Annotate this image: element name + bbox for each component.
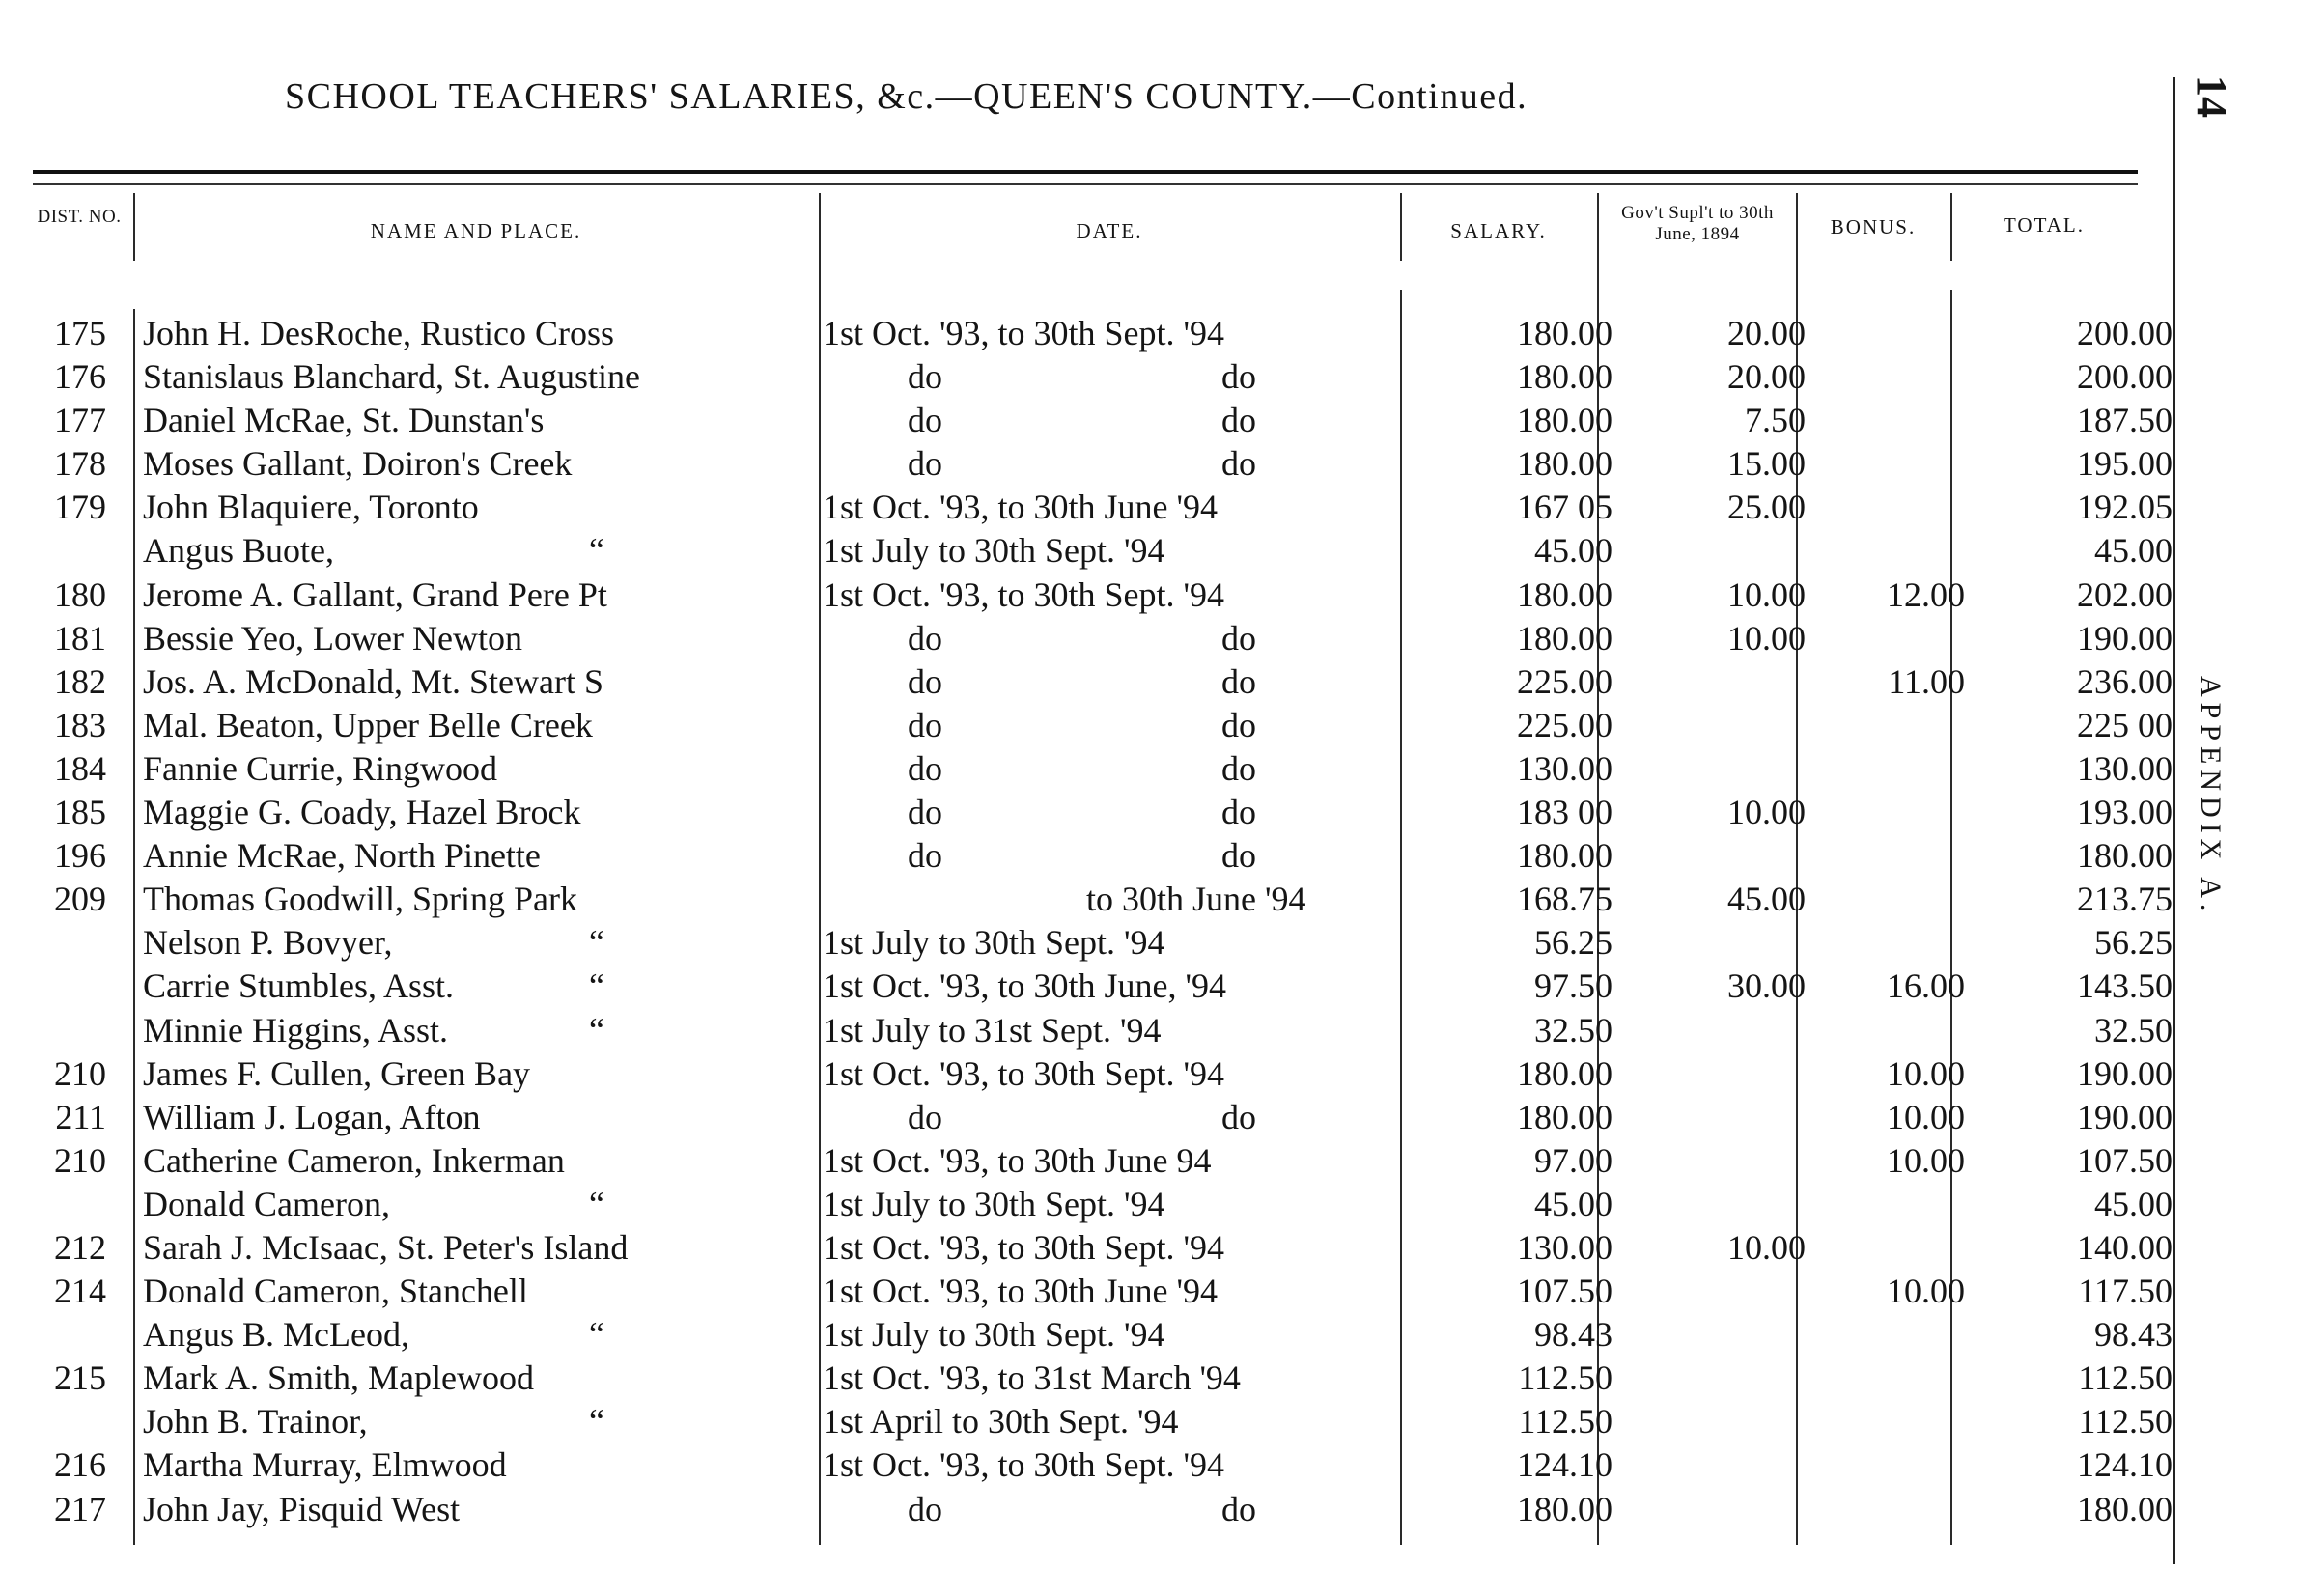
salary-cell: 112.50 (1518, 1402, 1612, 1442)
date-ditto-to: do (1221, 836, 1256, 876)
date-ditto-to: do (1221, 401, 1256, 440)
date-cell: 1st Oct. '93, to 30th Sept. '94 (823, 1227, 1224, 1267)
date-ditto-from: do (908, 357, 942, 397)
salary-cell: 180.00 (1517, 574, 1612, 614)
ditto-mark: “ (589, 1010, 604, 1050)
total-cell: 193.00 (2077, 793, 2173, 832)
table-row (29, 617, 2173, 660)
date-cell: 1st Oct. '93, to 30th Sept. '94 (823, 314, 1224, 352)
table-row (29, 1488, 2173, 1531)
header-date: DATE. (1076, 219, 1143, 242)
table-row (29, 574, 2173, 617)
date-cell: 1st July to 30th Sept. '94 (823, 1315, 1165, 1355)
date-cell: 1st Oct. '93, to 30th June '94 (823, 488, 1218, 527)
name-place-cell: Jerome A. Gallant, Grand Pere Pt (143, 574, 607, 614)
table-row (29, 921, 2173, 965)
name-place-cell: Angus B. McLeod, (143, 1315, 409, 1355)
bonus-cell: 10.00 (1887, 1272, 1965, 1311)
salary-cell: 130.00 (1517, 1227, 1612, 1267)
salary-cell: 180.00 (1517, 357, 1612, 397)
dist-no-cell: 182 (54, 661, 106, 701)
table-row (29, 791, 2173, 834)
table-row (29, 1052, 2173, 1096)
salary-cell: 97.50 (1534, 966, 1612, 1006)
table-row (29, 1096, 2173, 1139)
name-place-cell: Angus Buote, (143, 531, 334, 571)
bonus-cell: 16.00 (1887, 966, 1965, 1006)
table-row (29, 747, 2173, 791)
table-row (29, 1357, 2173, 1400)
name-place-cell: John B. Trainor, (143, 1402, 368, 1442)
name-place-cell: Donald Cameron, (143, 1184, 390, 1223)
salary-cell: 32.50 (1534, 1010, 1612, 1050)
appendix-label: APPENDIX A. (2195, 676, 2227, 917)
salary-cell: 180.00 (1517, 1097, 1612, 1136)
total-cell: 143.50 (2077, 966, 2173, 1006)
ditto-mark: “ (589, 1315, 604, 1355)
name-place-cell: Nelson P. Bovyer, (143, 923, 393, 963)
salary-cell: 56.25 (1534, 923, 1612, 963)
salary-cell: 180.00 (1517, 444, 1612, 484)
header-dist-no: DIST. NO. (37, 207, 122, 227)
date-cell: to 30th June '94 (1086, 880, 1306, 919)
date-ditto-to: do (1221, 1097, 1256, 1136)
name-place-cell: Annie McRae, North Pinette (143, 836, 541, 876)
total-cell: 190.00 (2077, 1097, 2173, 1136)
salary-cell: 45.00 (1534, 531, 1612, 571)
ditto-mark: “ (589, 966, 604, 1006)
date-ditto-from: do (908, 748, 942, 788)
date-cell: 1st July to 30th Sept. '94 (823, 1184, 1165, 1223)
salary-cell: 180.00 (1517, 314, 1612, 352)
date-ditto-from: do (908, 401, 942, 440)
dist-no-cell: 177 (54, 401, 106, 440)
name-place-cell: Mal. Beaton, Upper Belle Creek (143, 705, 593, 744)
name-place-cell: Daniel McRae, St. Dunstan's (143, 401, 545, 440)
name-place-cell: John Blaquiere, Toronto (143, 488, 479, 527)
page-number: 14 (2188, 75, 2235, 118)
salary-cell: 97.00 (1534, 1140, 1612, 1180)
table-row (29, 660, 2173, 704)
salary-cell: 180.00 (1517, 618, 1612, 658)
salary-cell: 98.43 (1534, 1315, 1612, 1355)
date-ditto-from: do (908, 793, 942, 832)
dist-no-cell: 217 (54, 1489, 106, 1528)
date-cell: 1st July to 30th Sept. '94 (823, 923, 1165, 963)
date-ditto-to: do (1221, 793, 1256, 832)
total-cell: 187.50 (2077, 401, 2173, 440)
total-cell: 112.50 (2078, 1402, 2173, 1442)
dist-no-cell: 183 (54, 705, 106, 744)
ditto-mark: “ (589, 923, 604, 963)
date-ditto-to: do (1221, 1489, 1256, 1528)
table-row (29, 312, 2173, 355)
govt-supplement-cell: 20.00 (1727, 314, 1806, 352)
dist-no-cell: 184 (54, 748, 106, 788)
govt-supplement-cell: 10.00 (1727, 793, 1806, 832)
dist-no-cell: 185 (54, 793, 106, 832)
salary-cell: 225.00 (1517, 705, 1612, 744)
dist-no-cell: 215 (54, 1358, 106, 1398)
salary-cell: 180.00 (1517, 1053, 1612, 1093)
table-row (29, 878, 2173, 921)
total-cell: 202.00 (2077, 574, 2173, 614)
total-cell: 192.05 (2077, 488, 2173, 527)
name-place-cell: Mark A. Smith, Maplewood (143, 1358, 534, 1398)
table-row (29, 442, 2173, 486)
salary-cell: 124.10 (1517, 1445, 1612, 1485)
name-place-cell: Minnie Higgins, Asst. (143, 1010, 449, 1050)
header-rule-thin (33, 183, 2138, 185)
total-cell: 56.25 (2094, 923, 2173, 963)
name-place-cell: Catherine Cameron, Inkerman (143, 1140, 565, 1180)
dist-no-cell: 175 (54, 314, 106, 352)
dist-no-cell: 216 (54, 1445, 106, 1485)
header-govt-supplement: Gov't Supl't to 30th June, 1894 (1621, 203, 1774, 244)
total-cell: 200.00 (2077, 357, 2173, 397)
total-cell: 140.00 (2077, 1227, 2173, 1267)
header-name-and-place: NAME AND PLACE. (370, 219, 582, 242)
govt-supplement-cell: 15.00 (1727, 444, 1806, 484)
date-ditto-to: do (1221, 748, 1256, 788)
total-cell: 130.00 (2077, 748, 2173, 788)
total-cell: 236.00 (2077, 661, 2173, 701)
name-place-cell: Donald Cameron, Stanchell (143, 1272, 528, 1311)
name-place-cell: John Jay, Pisquid West (143, 1489, 461, 1528)
salary-cell: 112.50 (1518, 1358, 1612, 1398)
date-ditto-to: do (1221, 661, 1256, 701)
date-ditto-to: do (1221, 357, 1256, 397)
table-row (29, 1183, 2173, 1226)
table-row (29, 399, 2173, 442)
table-row (29, 529, 2173, 573)
bonus-cell: 12.00 (1887, 574, 1965, 614)
total-cell: 32.50 (2094, 1010, 2173, 1050)
name-place-cell: William J. Logan, Afton (143, 1097, 481, 1136)
date-cell: 1st Oct. '93, to 30th June '94 (823, 1272, 1218, 1311)
total-cell: 117.50 (2078, 1272, 2173, 1311)
date-ditto-from: do (908, 1489, 942, 1528)
date-cell: 1st Oct. '93, to 30th Sept. '94 (823, 1445, 1224, 1485)
date-ditto-from: do (908, 836, 942, 876)
name-place-cell: Carrie Stumbles, Asst. (143, 966, 454, 1006)
govt-supplement-cell: 30.00 (1727, 966, 1806, 1006)
govt-supplement-cell: 25.00 (1727, 488, 1806, 527)
name-place-cell: Bessie Yeo, Lower Newton (143, 618, 522, 658)
table-row (29, 1226, 2173, 1270)
total-cell: 45.00 (2094, 1184, 2173, 1223)
dist-no-cell: 214 (54, 1272, 106, 1311)
bonus-cell: 10.00 (1887, 1053, 1965, 1093)
table-row (29, 965, 2173, 1008)
dist-no-cell: 176 (54, 357, 106, 397)
name-place-cell: Sarah J. McIsaac, St. Peter's Island (143, 1227, 629, 1267)
salary-cell: 168.75 (1517, 880, 1612, 919)
bonus-cell: 11.00 (1888, 661, 1965, 701)
name-place-cell: James F. Cullen, Green Bay (143, 1053, 531, 1093)
bonus-cell: 10.00 (1887, 1097, 1965, 1136)
date-ditto-from: do (908, 444, 942, 484)
table-row (29, 1009, 2173, 1052)
date-ditto-from: do (908, 661, 942, 701)
table-row (29, 1270, 2173, 1313)
name-place-cell: Moses Gallant, Doiron's Creek (143, 444, 573, 484)
table-row (29, 834, 2173, 878)
date-cell: 1st Oct. '93, to 30th June 94 (823, 1140, 1212, 1180)
date-ditto-to: do (1221, 618, 1256, 658)
date-cell: 1st Oct. '93, to 30th Sept. '94 (823, 1053, 1224, 1093)
govt-supplement-cell: 10.00 (1727, 618, 1806, 658)
dist-no-cell: 179 (54, 488, 106, 527)
salary-cell: 180.00 (1517, 836, 1612, 876)
govt-supplement-cell: 10.00 (1727, 574, 1806, 614)
table-row (29, 486, 2173, 529)
table-row (29, 355, 2173, 399)
header-salary: SALARY. (1450, 219, 1547, 242)
salary-cell: 45.00 (1534, 1184, 1612, 1223)
salary-cell: 180.00 (1517, 401, 1612, 440)
table-row (29, 1313, 2173, 1357)
total-cell: 180.00 (2077, 1489, 2173, 1528)
date-cell: 1st Oct. '93, to 30th June, '94 (823, 966, 1226, 1006)
total-cell: 107.50 (2077, 1140, 2173, 1180)
header-bonus: BONUS. (1830, 215, 1917, 238)
salary-table (29, 312, 2173, 1531)
dist-no-cell: 211 (55, 1097, 106, 1136)
date-cell: 1st July to 30th Sept. '94 (823, 531, 1165, 571)
name-place-cell: Maggie G. Coady, Hazel Brock (143, 793, 581, 832)
bonus-cell: 10.00 (1887, 1140, 1965, 1180)
page-title: SCHOOL TEACHERS' SALARIES, &c.—QUEEN'S COUNTY.—Continued. (285, 76, 1528, 117)
date-cell: 1st Oct. '93, to 31st March '94 (823, 1358, 1241, 1398)
date-ditto-from: do (908, 705, 942, 744)
header-total: TOTAL. (2003, 213, 2085, 237)
govt-supplement-cell: 10.00 (1727, 1227, 1806, 1267)
govt-supplement-cell: 7.50 (1745, 401, 1806, 440)
salary-cell: 107.50 (1517, 1272, 1612, 1311)
table-row (29, 1400, 2173, 1443)
dist-no-cell: 181 (54, 618, 106, 658)
dist-no-cell: 180 (54, 574, 106, 614)
salary-cell: 183 00 (1517, 793, 1612, 832)
dist-no-cell: 196 (54, 836, 106, 876)
total-cell: 190.00 (2077, 1053, 2173, 1093)
total-cell: 200.00 (2077, 314, 2173, 352)
date-ditto-from: do (908, 1097, 942, 1136)
ditto-mark: “ (589, 531, 604, 571)
total-cell: 190.00 (2077, 618, 2173, 658)
total-cell: 124.10 (2077, 1445, 2173, 1485)
dist-no-cell: 178 (54, 444, 106, 484)
govt-supplement-cell: 20.00 (1727, 357, 1806, 397)
table-row (29, 1139, 2173, 1183)
date-cell: 1st July to 31st Sept. '94 (823, 1010, 1162, 1050)
dist-no-cell: 210 (54, 1140, 106, 1180)
margin-rule (2173, 77, 2175, 1564)
name-place-cell: John H. DesRoche, Rustico Cross (143, 314, 614, 352)
total-cell: 98.43 (2094, 1315, 2173, 1355)
dist-no-cell: 212 (54, 1227, 106, 1267)
total-cell: 213.75 (2077, 880, 2173, 919)
ditto-mark: “ (589, 1184, 604, 1223)
date-ditto-from: do (908, 618, 942, 658)
header-rule-thick (33, 170, 2138, 174)
dist-no-cell: 209 (54, 880, 106, 919)
salary-cell: 130.00 (1517, 748, 1612, 788)
date-cell: 1st April to 30th Sept. '94 (823, 1402, 1179, 1442)
total-cell: 45.00 (2094, 531, 2173, 571)
govt-supplement-cell: 45.00 (1727, 880, 1806, 919)
dist-no-cell: 210 (54, 1053, 106, 1093)
salary-cell: 167 05 (1517, 488, 1612, 527)
table-row (29, 1443, 2173, 1487)
name-place-cell: Martha Murray, Elmwood (143, 1445, 507, 1485)
name-place-cell: Jos. A. McDonald, Mt. Stewart S (143, 661, 603, 701)
total-cell: 112.50 (2078, 1358, 2173, 1398)
date-cell: 1st Oct. '93, to 30th Sept. '94 (823, 574, 1224, 614)
name-place-cell: Thomas Goodwill, Spring Park (143, 880, 577, 919)
date-ditto-to: do (1221, 705, 1256, 744)
name-place-cell: Fannie Currie, Ringwood (143, 748, 497, 788)
total-cell: 180.00 (2077, 836, 2173, 876)
date-ditto-to: do (1221, 444, 1256, 484)
salary-cell: 180.00 (1517, 1489, 1612, 1528)
name-place-cell: Stanislaus Blanchard, St. Augustine (143, 357, 640, 397)
salary-cell: 225.00 (1517, 661, 1612, 701)
table-row (29, 704, 2173, 747)
total-cell: 195.00 (2077, 444, 2173, 484)
total-cell: 225 00 (2077, 705, 2173, 744)
ditto-mark: “ (589, 1402, 604, 1442)
